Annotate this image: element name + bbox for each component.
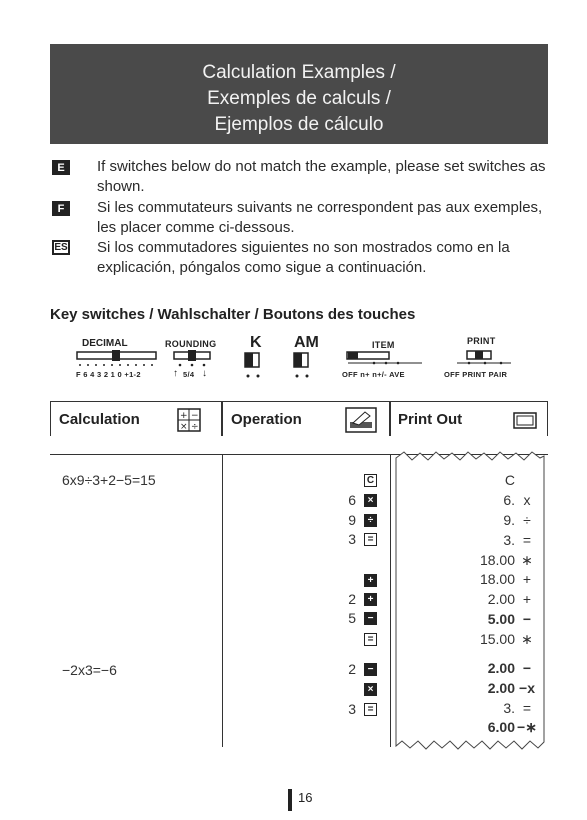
operation-number: 2: [348, 661, 356, 677]
item-positions: OFF n+ n+/- AVE: [342, 370, 405, 379]
printout-value: 18.00: [479, 571, 515, 587]
printout-paper-icon: [513, 411, 537, 429]
printout-symbol: −: [522, 660, 532, 676]
title-line-2: Exemples de calculs /: [207, 88, 391, 109]
operation-key-icon: −: [364, 663, 377, 676]
decimal-switch-icon: [76, 349, 158, 371]
column-divider-left: [222, 455, 223, 747]
printout-symbol: +: [522, 591, 532, 607]
title-line-1: Calculation Examples /: [202, 62, 396, 83]
operation-key-icon: +: [364, 574, 377, 587]
print-positions: OFF PRINT PAIR: [444, 370, 508, 379]
print-switch-icon: [455, 349, 515, 369]
calculation-line-1: 6x9÷3+2−5=15: [62, 472, 156, 488]
operation-number: 2: [348, 591, 356, 607]
operation-key-icon: =: [364, 703, 377, 716]
printout-symbol: x: [523, 492, 531, 508]
note-french: Si les commutateurs suivants ne correspondent pas aux exemples, les placer comme ci-dessous.: [97, 199, 543, 236]
decimal-positions: F 6 4 3 2 1 0 +1-2: [76, 370, 141, 379]
printout-symbol: =: [522, 532, 532, 548]
calculation-header-label: Calculation: [59, 411, 140, 428]
printout-value: 18.00: [479, 552, 515, 568]
title-banner: [50, 44, 548, 144]
svg-text:÷: ÷: [191, 422, 199, 432]
printout-value: 5.00: [487, 611, 515, 627]
printout-symbol: ÷: [523, 512, 531, 528]
operation-key-icon: +: [364, 593, 377, 606]
decimal-label: DECIMAL: [82, 338, 128, 349]
svg-text:×: ×: [180, 422, 188, 432]
printout-value: 15.00: [479, 631, 515, 647]
printout-value: 2.00: [487, 660, 515, 676]
printout-value: 2.00: [487, 680, 515, 696]
calculation-line-2: −2x3=−6: [62, 662, 117, 678]
operation-key-icon: ×: [364, 494, 377, 507]
operation-key-icon: −: [364, 612, 377, 625]
printout-symbol: −: [522, 611, 532, 627]
note-spanish: Si los commutadores siguientes no son mostrados como en la explicación, póngalos como sigue a continuación.: [97, 239, 510, 276]
printout-value: 6.00: [487, 719, 515, 735]
key-switches-title: Key switches / Wahlschalter / Boutons des touches: [50, 306, 416, 323]
operation-key-icon: ×: [364, 683, 377, 696]
lang-badge-f: F: [52, 201, 70, 216]
printout-value: 3.: [503, 532, 515, 548]
svg-text:+: +: [180, 411, 188, 421]
printout-value: 9.: [503, 512, 515, 528]
svg-text:−: −: [191, 411, 199, 421]
rounding-positions: 5/4: [183, 370, 195, 379]
printout-symbol: −∗: [517, 719, 537, 735]
operation-key-icon: C: [364, 474, 377, 487]
operation-key-icon: ÷: [364, 514, 377, 527]
operation-number: 3: [348, 531, 356, 547]
printout-symbol: ∗: [521, 552, 533, 568]
printout-symbol: −x: [519, 680, 535, 696]
k-label: K: [250, 334, 262, 351]
round-up-arrow-icon: ↑: [173, 368, 179, 379]
printout-symbol: +: [522, 571, 532, 587]
note-english: If switches below do not match the example, please set switches as shown.: [97, 158, 546, 195]
printout-value: 2.00: [487, 591, 515, 607]
printout-header: [390, 401, 548, 436]
operation-number: 9: [348, 512, 356, 528]
calculation-header: [50, 401, 222, 436]
operation-number: 5: [348, 610, 356, 626]
lang-badge-e: E: [52, 160, 70, 175]
operation-header-label: Operation: [231, 411, 302, 428]
printout-symbol: ∗: [521, 631, 533, 647]
page-number: 16: [298, 790, 313, 805]
k-switch-icon: [244, 352, 268, 382]
operation-number: 6: [348, 492, 356, 508]
printout-value: 6.: [503, 492, 515, 508]
operation-number: 3: [348, 701, 356, 717]
round-down-arrow-icon: ↓: [202, 368, 208, 379]
printout-symbol: =: [522, 700, 532, 716]
operation-key-icon: =: [364, 533, 377, 546]
printout-value: 3.: [503, 700, 515, 716]
column-divider-right: [390, 455, 391, 747]
lang-badge-es: ES: [52, 240, 70, 255]
title-line-3: Ejemplos de cálculo: [214, 114, 384, 135]
keying-hand-icon: [345, 407, 377, 433]
printout-header-label: Print Out: [398, 411, 463, 428]
calculator-keys-icon: [177, 408, 201, 432]
item-label: ITEM: [372, 340, 395, 350]
operation-key-icon: =: [364, 633, 377, 646]
am-switch-icon: [293, 352, 317, 382]
printout-value: C: [504, 472, 515, 488]
item-switch-icon: [346, 349, 426, 369]
am-label: AM: [294, 334, 319, 351]
rounding-label: ROUNDING: [165, 339, 217, 349]
page-marker: [288, 789, 292, 811]
print-label: PRINT: [467, 336, 496, 346]
operation-header: [222, 401, 390, 436]
